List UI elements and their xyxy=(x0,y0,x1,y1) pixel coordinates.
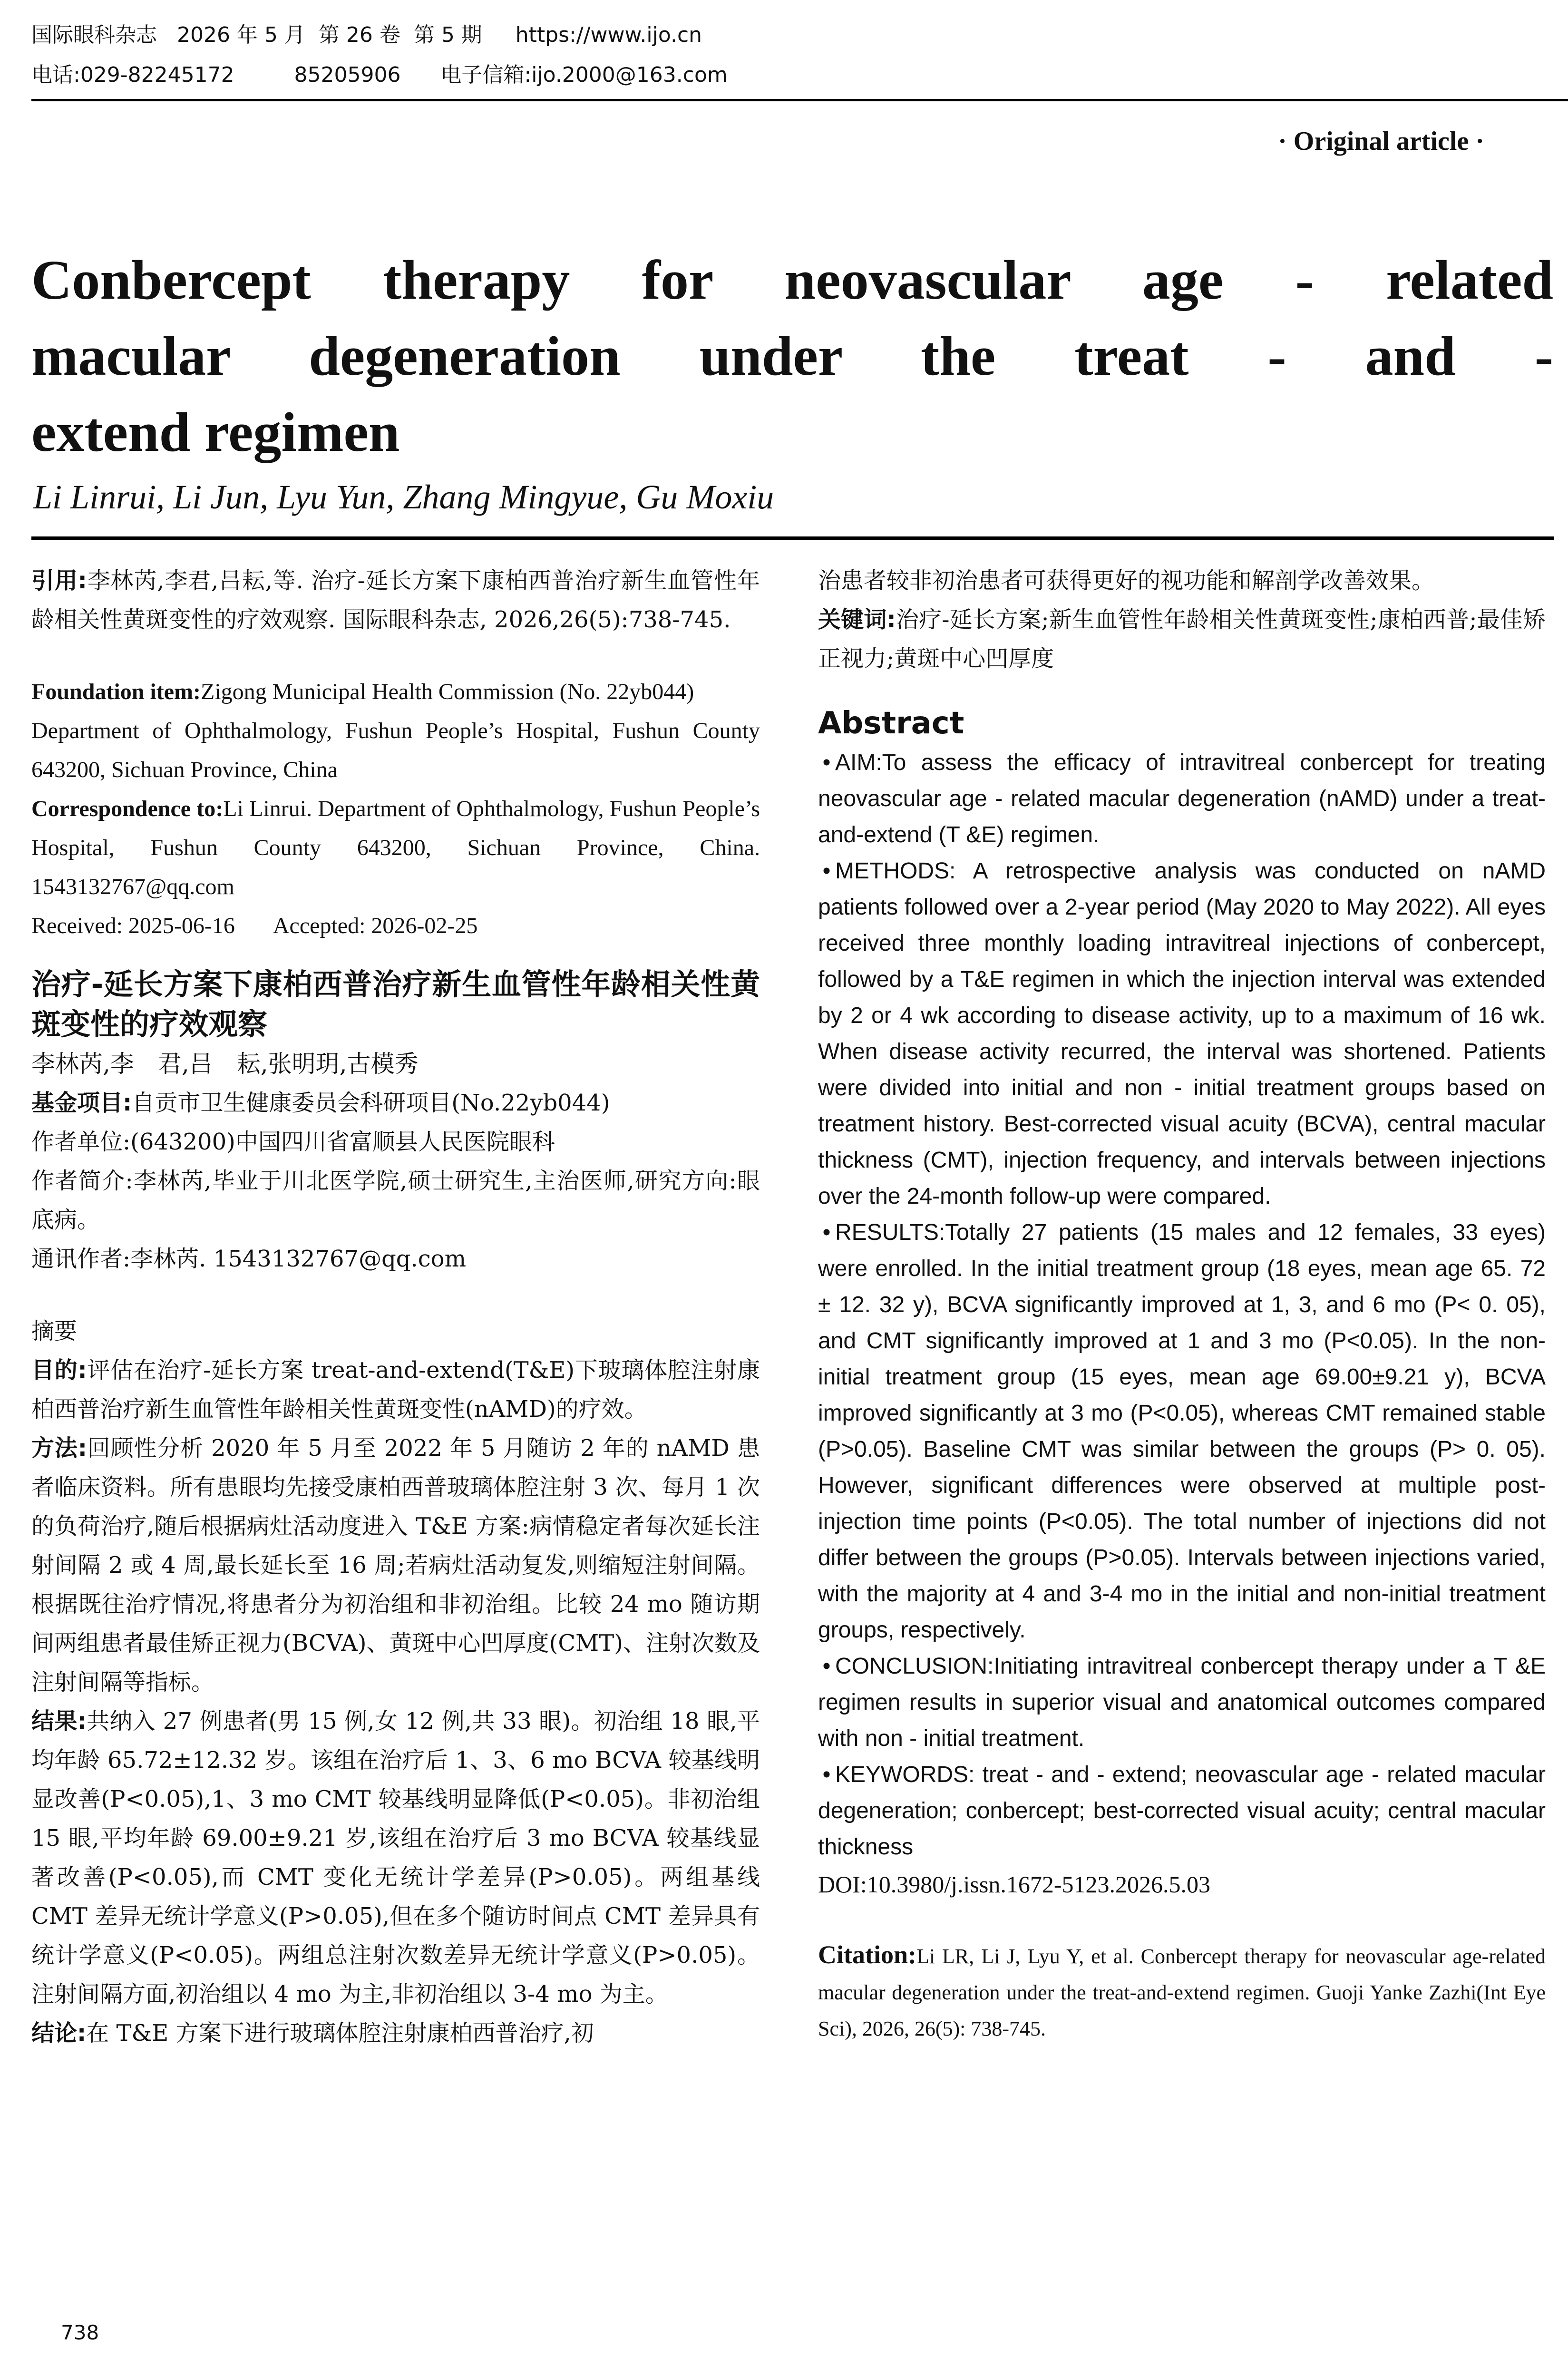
affiliation-en: Department of Ophthalmology, Fushun People’s Hospital, Fushun County 643200, Sichuan Province, China xyxy=(31,718,760,782)
abstract-conclusion-label: CONCLUSION: xyxy=(835,1654,994,1679)
abstract-aim-text: To assess the efficacy of intravitreal conbercept for treating neovascular age - related macular degeneration (nAMD) under a treat-and-extend (T &E) regimen. xyxy=(818,750,1546,848)
abstract-conclusion xyxy=(818,1648,1546,1757)
results-cn-text: 共纳入 27 例患者(男 15 例,女 12 例,共 33 眼)。初治组 18 眼,平均年龄 65.72±12.32 岁。该组在治疗后 1、3、6 mo BCVA 较基线明显改善(P<0.05),1、3 mo CMT 较基线明显降低(P<0.05)。非初治组 15 眼,平均年龄 69.00±9.21 岁,该组在治疗后 3 mo BCVA 较基线显著改善(P<0.05),而 CMT 变化无统计学差异(P>0.05)。两组基线 CMT 差异无统计学意义(P>0.05),但在多个随访时间点 CMT 差异具有统计学意义(P<0.05)。两组总注射次数差异无统计学意义(P>0.05)。注射间隔方面,初治组以 4 mo 为主,非初治组以 3-4 mo 为主。 xyxy=(31,1708,760,2007)
dates xyxy=(31,906,760,945)
abstract-conclusion-text: Initiating intravitreal conbercept therapy under a T &E regimen results in superior visual and anatomical outcomes compared with non - initial treatment. xyxy=(818,1654,1546,1751)
issue-date: 2026 年 5 月 xyxy=(176,23,305,47)
citation-cn xyxy=(31,561,760,639)
issue: 第 5 期 xyxy=(413,23,482,47)
phone-2: 85205906 xyxy=(294,63,401,87)
corresponding-author-cn: 通讯作者:李林芮. 1543132767@qq.com xyxy=(31,1246,467,1272)
conclusion-cn-continued: 治患者较非初治患者可获得更好的视功能和解剖学改善效果。 xyxy=(818,567,1435,594)
bullet-icon: • xyxy=(822,858,831,884)
methods-cn xyxy=(31,1429,760,1702)
keywords-cn xyxy=(818,600,1546,678)
volume: 第 26 卷 xyxy=(318,23,400,47)
conclusion-cn xyxy=(31,2014,760,2053)
left-column xyxy=(31,561,760,2053)
abstract-methods-label: METHODS: xyxy=(835,858,956,884)
keywords-cn-text: 治疗-延长方案;新生血管性年龄相关性黄斑变性;康柏西普;最佳矫正视力;黄斑中心凹厚度 xyxy=(818,606,1546,672)
methods-cn-text: 回顾性分析 2020 年 5 月至 2022 年 5 月随访 2 年的 nAMD 患者临床资料。所有患眼均先接受康柏西普玻璃体腔注射 3 次、每月 1 次的负荷治疗,随后根据病灶活动度进入 T&E 方案:病情稳定者每次延长注射间隔 2 或 4 周,最长延长至 16 周;若病灶活动复发,则缩短注射间隔。根据既往治疗情况,将患者分为初治组和非初治组。比较 24 mo 随访期间两组患者最佳矫正视力(BCVA)、黄斑中心凹厚度(CMT)、注射次数及注射间隔等指标。 xyxy=(31,1435,760,1695)
foundation-item-text: Zigong Municipal Health Commission (No. 22yb044) xyxy=(201,679,694,704)
citation-cn-label: 引用: xyxy=(31,567,87,594)
aim-cn xyxy=(31,1351,760,1429)
foundation-item xyxy=(31,672,760,711)
citation-en xyxy=(818,1937,1546,2047)
abstract-keywords-text: treat - and - extend; neovascular age - related macular degeneration; conbercept; best-corrected visual acuity; central macular thickness xyxy=(818,1762,1546,1860)
abstract-results-text: Totally 27 patients (15 males and 12 females, 33 eyes) were enrolled. In the initial treatment group (18 eyes, mean age 65. 72 ± 12. 32 y), BCVA significantly improved at 1, 3, and 6 mo (P< 0. 05), and CMT significantly improved at 1 and 3 mo (P<0.05). In the non-initial treatment group (15 eyes, mean age 69.00±9.21 y), BCVA improved significantly at 3 mo (P<0.05), whereas CMT remained stable (P>0.05). Baseline CMT was similar between the groups (P> 0. 05). However, significant differences were observed at multiple post-injection time points (P<0.05). The total number of injections did not differ between the groups (P>0.05). Intervals between injections varied, with the majority at 4 and 3-4 mo in the initial and non-initial treatment groups, respectively. xyxy=(818,1220,1546,1643)
conclusion-cn-label: 结论: xyxy=(31,2020,87,2046)
page-number: 738 xyxy=(61,2321,99,2344)
title-line-2: macular degeneration under the treat - and - xyxy=(31,325,1553,388)
abstract-heading: Abstract xyxy=(818,706,964,741)
doi[interactable]: DOI:10.3980/j.issn.1672-5123.2026.5.03 xyxy=(818,1871,1210,1898)
abstract-keywords xyxy=(818,1757,1546,1865)
right-column xyxy=(818,561,1546,2047)
foundation-item-label: Foundation item: xyxy=(31,679,201,704)
results-cn-label: 结果: xyxy=(31,1708,87,1734)
abstract-aim xyxy=(818,745,1546,853)
keywords-cn-label: 关键词: xyxy=(818,606,896,633)
bullet-icon: • xyxy=(822,1220,831,1245)
abstract-methods-text: A retrospective analysis was conducted on nAMD patients followed over a 2-year period (May 2020 to May 2022). All eyes received three monthly loading intravitreal injections of conbercept, followed by a T&E regimen in which the injection interval was extended by 2 or 4 wk according to disease activity, up to a maximum of 16 wk. When disease activity recurred, the interval was shortened. Patients were divided into initial and non - initial treatment groups based on treatment history. Best-corrected visual acuity (BCVA), central macular thickness (CMT), injection frequency, and intervals between injections over the 24-month follow-up were compared. xyxy=(818,858,1546,1209)
journal-name-cn: 国际眼科杂志 xyxy=(31,23,157,47)
aim-cn-text: 评估在治疗-延长方案 treat-and-extend(T&E)下玻璃体腔注射康柏西普治疗新生血管性年龄相关性黄斑变性(nAMD)的疗效。 xyxy=(31,1357,760,1422)
title-line-3: extend regimen xyxy=(31,401,400,464)
correspondence-label: Correspondence to: xyxy=(31,796,224,821)
correspondence xyxy=(31,789,760,906)
received-date: Received: 2025-06-16 xyxy=(31,913,235,938)
abstract-cn-heading: 摘要 xyxy=(31,1318,78,1344)
header-rule xyxy=(31,99,1568,101)
author-unit-cn: 作者单位:(643200)中国四川省富顺县人民医院眼科 xyxy=(31,1129,555,1155)
bullet-icon: • xyxy=(822,750,831,775)
abstract-aim-label: AIM: xyxy=(835,750,882,775)
phone: 电话:029-82245172 xyxy=(31,63,234,87)
accepted-date: Accepted: 2026-02-25 xyxy=(273,913,478,938)
running-header-line-2 xyxy=(31,61,728,89)
author-list-en: Li Linrui, Li Jun, Lyu Yun, Zhang Mingyue, Gu Moxiu xyxy=(33,478,774,516)
abstract-keywords-label: KEYWORDS: xyxy=(835,1762,975,1787)
correspondence-text: Li Linrui. Department of Ophthalmology, Fushun People’s Hospital, Fushun County 643200, Sichuan Province, China. 1543132767@qq.com xyxy=(31,796,760,899)
citation-en-label: Citation: xyxy=(818,1940,916,1969)
bullet-icon: • xyxy=(822,1762,831,1787)
citation-en-text: Li LR, Li J, Lyu Y, et al. Conbercept therapy for neovascular age-related macular degeneration under the treat-and-extend regimen. Guoji Yanke Zazhi(Int Eye Sci), 2026, 26(5): 738-745. xyxy=(818,1945,1546,2040)
title-rule xyxy=(31,536,1554,540)
fund-cn-label: 基金项目: xyxy=(31,1090,132,1116)
bullet-icon: • xyxy=(822,1654,831,1679)
author-list-cn: 李林芮,李 君,吕 耘,张明玥,古模秀 xyxy=(31,1050,419,1078)
title-line-1: Conbercept therapy for neovascular age - related xyxy=(31,249,1553,312)
journal-email[interactable]: 电子信箱:ijo.2000@163.com xyxy=(440,63,728,87)
journal-url[interactable]: https://www.ijo.cn xyxy=(515,23,702,47)
fund-cn xyxy=(31,1083,760,1122)
abstract-results xyxy=(818,1215,1546,1648)
running-header-line-1 xyxy=(31,21,702,49)
article-type-label: · Original article · xyxy=(1278,127,1484,156)
conclusion-cn-text-a: 在 T&E 方案下进行玻璃体腔注射康柏西普治疗,初 xyxy=(86,2020,594,2046)
aim-cn-label: 目的: xyxy=(31,1357,87,1383)
fund-cn-text: 自贡市卫生健康委员会科研项目(No.22yb044) xyxy=(132,1090,610,1116)
abstract-methods xyxy=(818,853,1546,1215)
author-bio-cn: 作者简介:李林芮,毕业于川北医学院,硕士研究生,主治医师,研究方向:眼底病。 xyxy=(31,1168,760,1233)
methods-cn-label: 方法: xyxy=(31,1435,87,1461)
citation-cn-text: 李林芮,李君,吕耘,等. 治疗-延长方案下康柏西普治疗新生血管性年龄相关性黄斑变性的疗效观察. 国际眼科杂志, 2026,26(5):738-745. xyxy=(31,567,760,633)
title-cn: 治疗-延长方案下康柏西普治疗新生血管性年龄相关性黄斑变性的疗效观察 xyxy=(31,967,760,1042)
results-cn xyxy=(31,1702,760,2014)
article-title xyxy=(31,242,1553,470)
abstract-results-label: RESULTS: xyxy=(835,1220,945,1245)
